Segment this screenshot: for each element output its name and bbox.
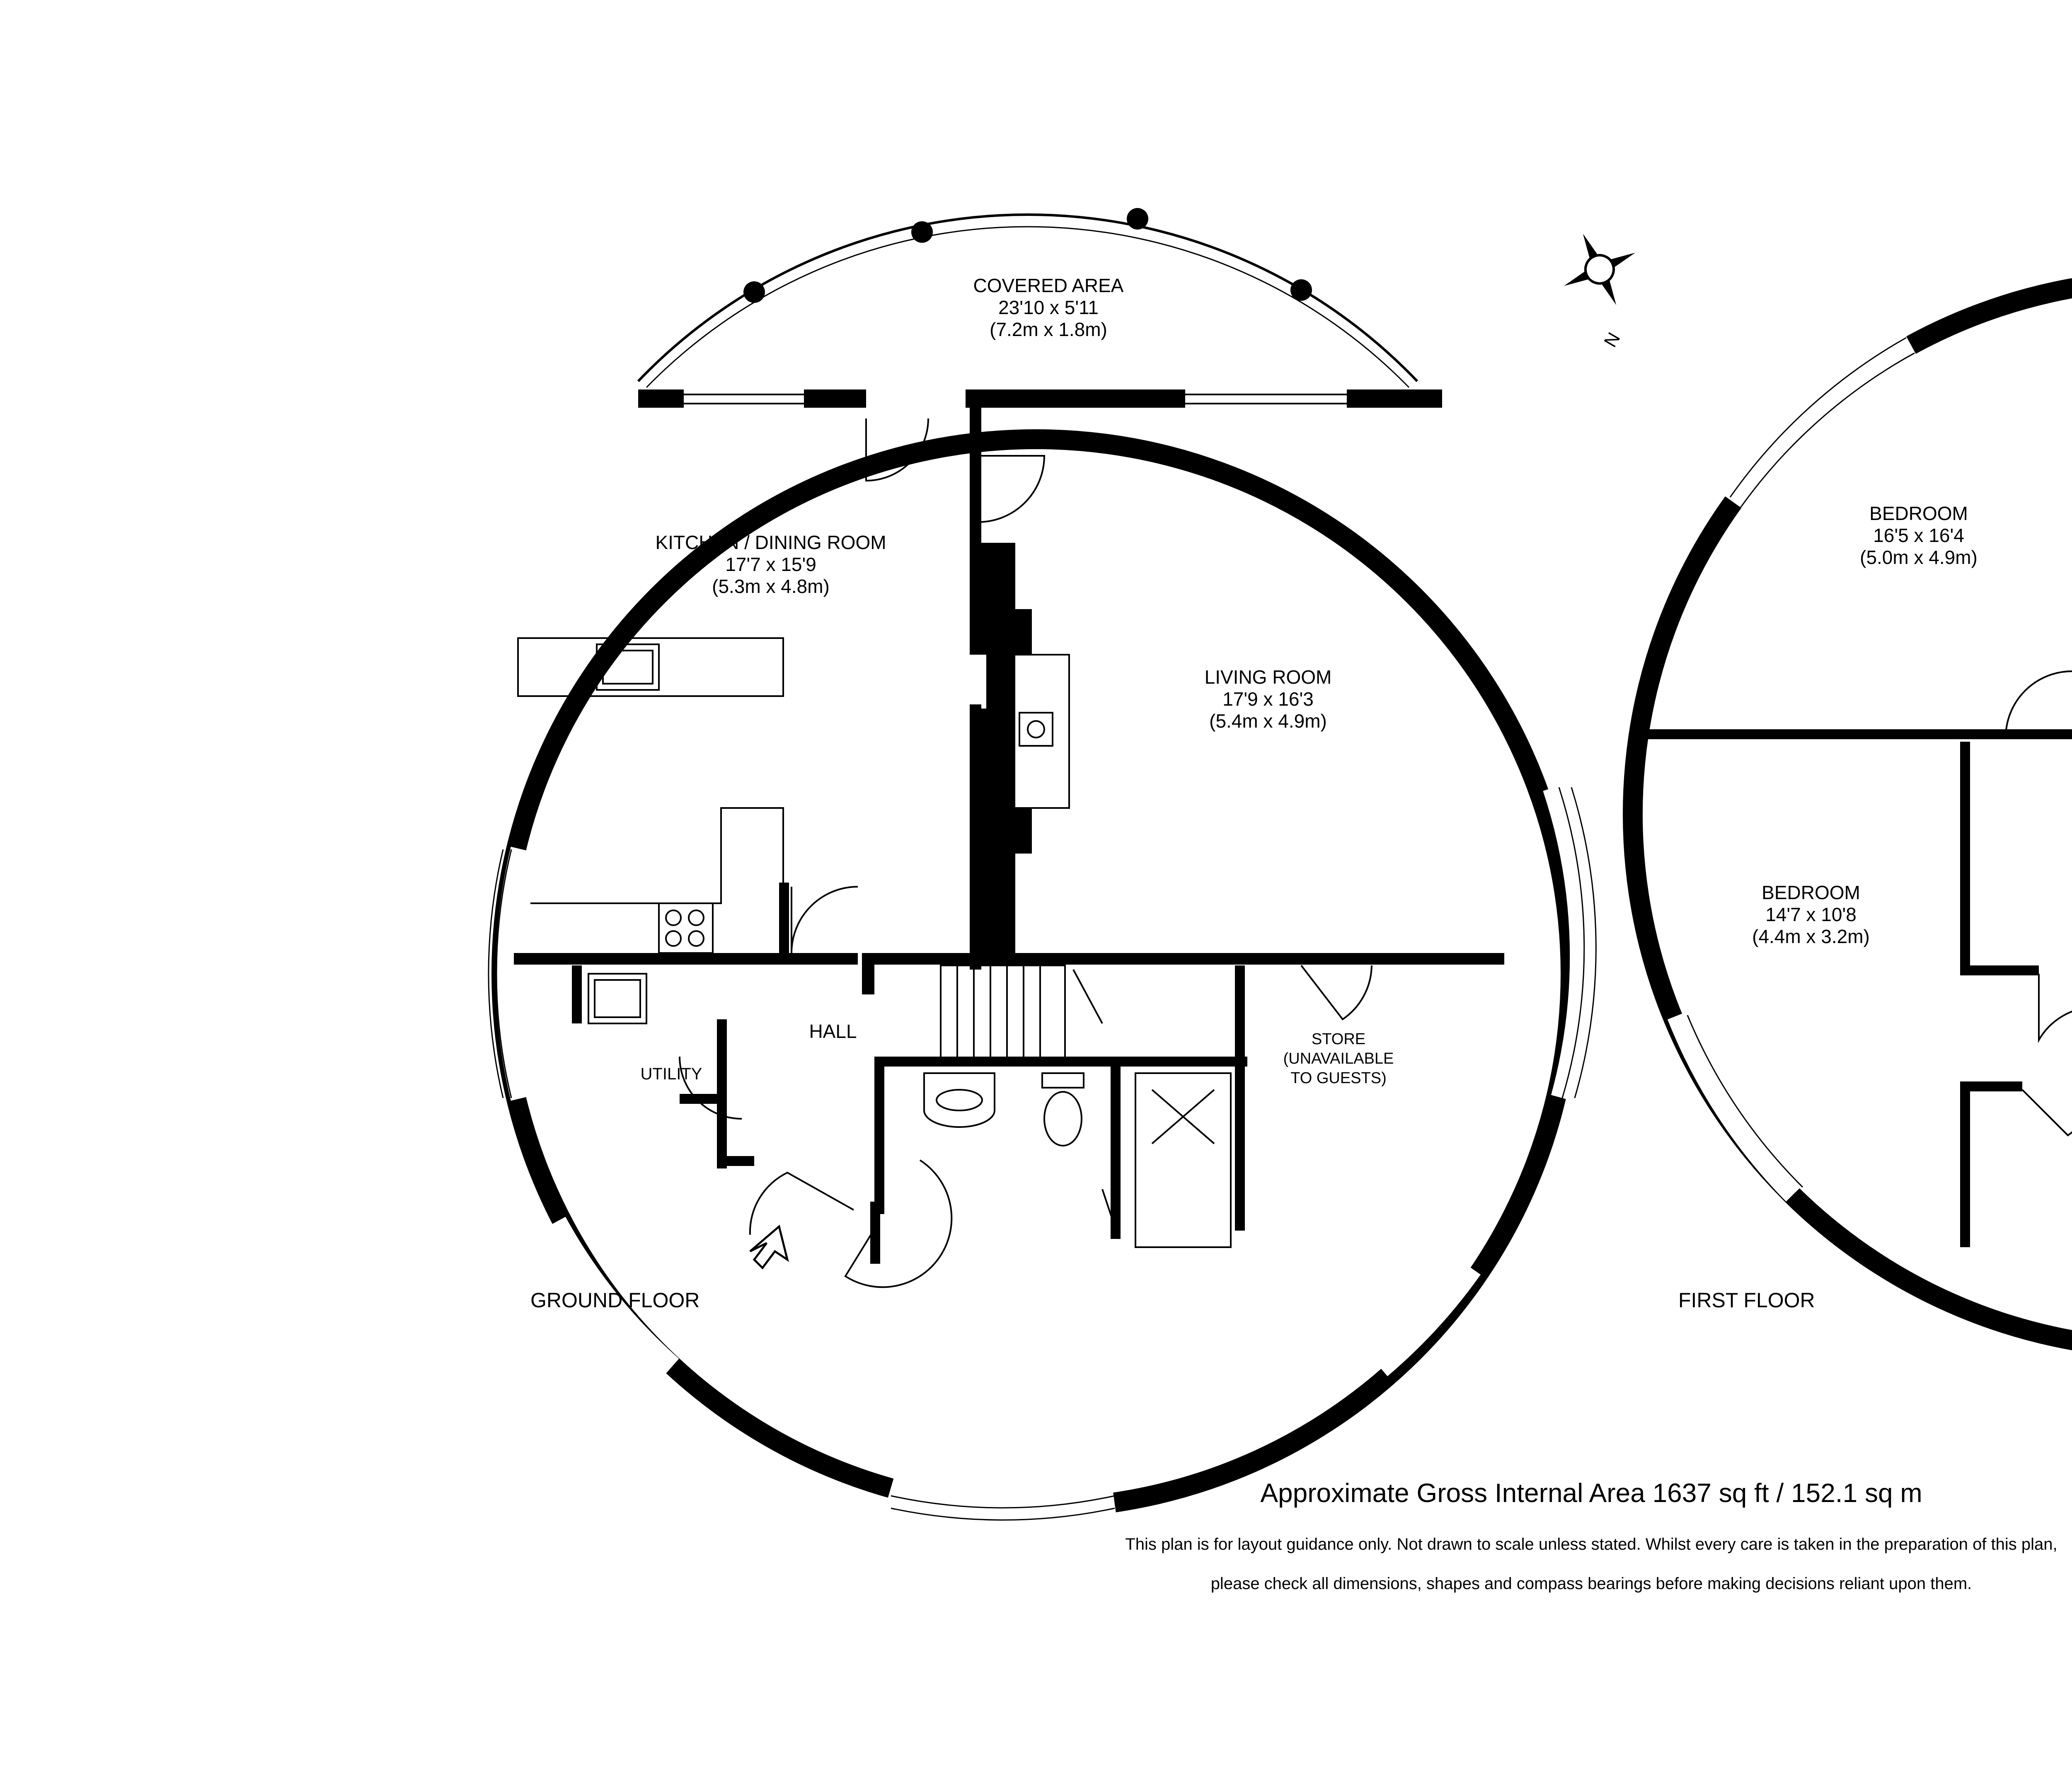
svg-text:17'9 x 16'3: 17'9 x 16'3 bbox=[1222, 688, 1314, 710]
first-floor-outer-wall bbox=[1633, 280, 2072, 1349]
svg-text:LIVING ROOM: LIVING ROOM bbox=[1204, 666, 1332, 688]
utility-sink-icon bbox=[588, 974, 646, 1023]
kitchen-counter bbox=[530, 808, 783, 953]
first-floor-label: FIRST FLOOR bbox=[1678, 1289, 1815, 1312]
svg-text:16'5 x 16'4: 16'5 x 16'4 bbox=[1873, 525, 1964, 546]
svg-text:KITCHEN / DINING ROOM: KITCHEN / DINING ROOM bbox=[655, 532, 886, 553]
ground-floor-label: GROUND FLOOR bbox=[530, 1289, 700, 1312]
svg-text:(4.4m x 3.2m): (4.4m x 3.2m) bbox=[1752, 926, 1870, 947]
svg-text:BEDROOM: BEDROOM bbox=[1762, 882, 1860, 903]
hob-icon bbox=[659, 903, 713, 953]
svg-text:(7.2m x 1.8m): (7.2m x 1.8m) bbox=[990, 319, 1107, 340]
svg-text:STORE: STORE bbox=[1311, 1030, 1366, 1048]
svg-text:17'7 x 15'9: 17'7 x 15'9 bbox=[725, 554, 816, 575]
room-label-hall: HALL bbox=[809, 1021, 857, 1042]
disclaimer-line-1: This plan is for layout guidance only. Not drawn to scale unless stated. Whilst every care is taken in the preparation of this plan, bbox=[1125, 1535, 2057, 1553]
gross-internal-area: Approximate Gross Internal Area 1637 sq ft / 152.1 sq m bbox=[1260, 1478, 1922, 1508]
room-label-store bbox=[1283, 1030, 1394, 1087]
svg-text:TO GUESTS): TO GUESTS) bbox=[1290, 1069, 1387, 1087]
svg-text:(5.0m x 4.9m): (5.0m x 4.9m) bbox=[1860, 547, 1978, 568]
compass-rose-icon bbox=[1547, 217, 1652, 322]
first-floor-plan bbox=[1633, 226, 2072, 1349]
stairs bbox=[941, 965, 1065, 1061]
compass-north-label: N bbox=[1600, 329, 1624, 351]
ground-floor-internal-walls bbox=[514, 389, 1504, 1264]
svg-text:COVERED AREA: COVERED AREA bbox=[973, 275, 1124, 296]
first-floor-doors bbox=[2006, 671, 2072, 1135]
toilet-icon bbox=[1042, 1073, 1084, 1088]
kitchen-island bbox=[518, 638, 783, 696]
room-label-living-room bbox=[1205, 666, 1332, 732]
basin-icon bbox=[924, 1073, 995, 1127]
svg-text:(5.4m x 4.9m): (5.4m x 4.9m) bbox=[1209, 710, 1327, 732]
room-label-bedroom-3 bbox=[1752, 882, 1870, 947]
room-label-covered-area bbox=[973, 275, 1124, 340]
disclaimer-line-2: please check all dimensions, shapes and compass bearings before making decisions reliant upon them. bbox=[1210, 1575, 1972, 1593]
svg-text:BEDROOM: BEDROOM bbox=[1869, 503, 1968, 524]
room-label-bedroom-1 bbox=[1860, 503, 1978, 568]
ground-floor-plan bbox=[489, 208, 1596, 1520]
svg-text:23'10 x 5'11: 23'10 x 5'11 bbox=[998, 297, 1099, 318]
entrance-arrow-icon bbox=[750, 1226, 787, 1268]
svg-text:(UNAVAILABLE: (UNAVAILABLE bbox=[1283, 1050, 1394, 1067]
room-label-utility: UTILITY bbox=[640, 1065, 702, 1083]
svg-text:14'7 x 10'8: 14'7 x 10'8 bbox=[1765, 904, 1857, 925]
svg-text:(5.3m x 4.8m): (5.3m x 4.8m) bbox=[712, 576, 830, 597]
shower-icon bbox=[1135, 1073, 1231, 1247]
